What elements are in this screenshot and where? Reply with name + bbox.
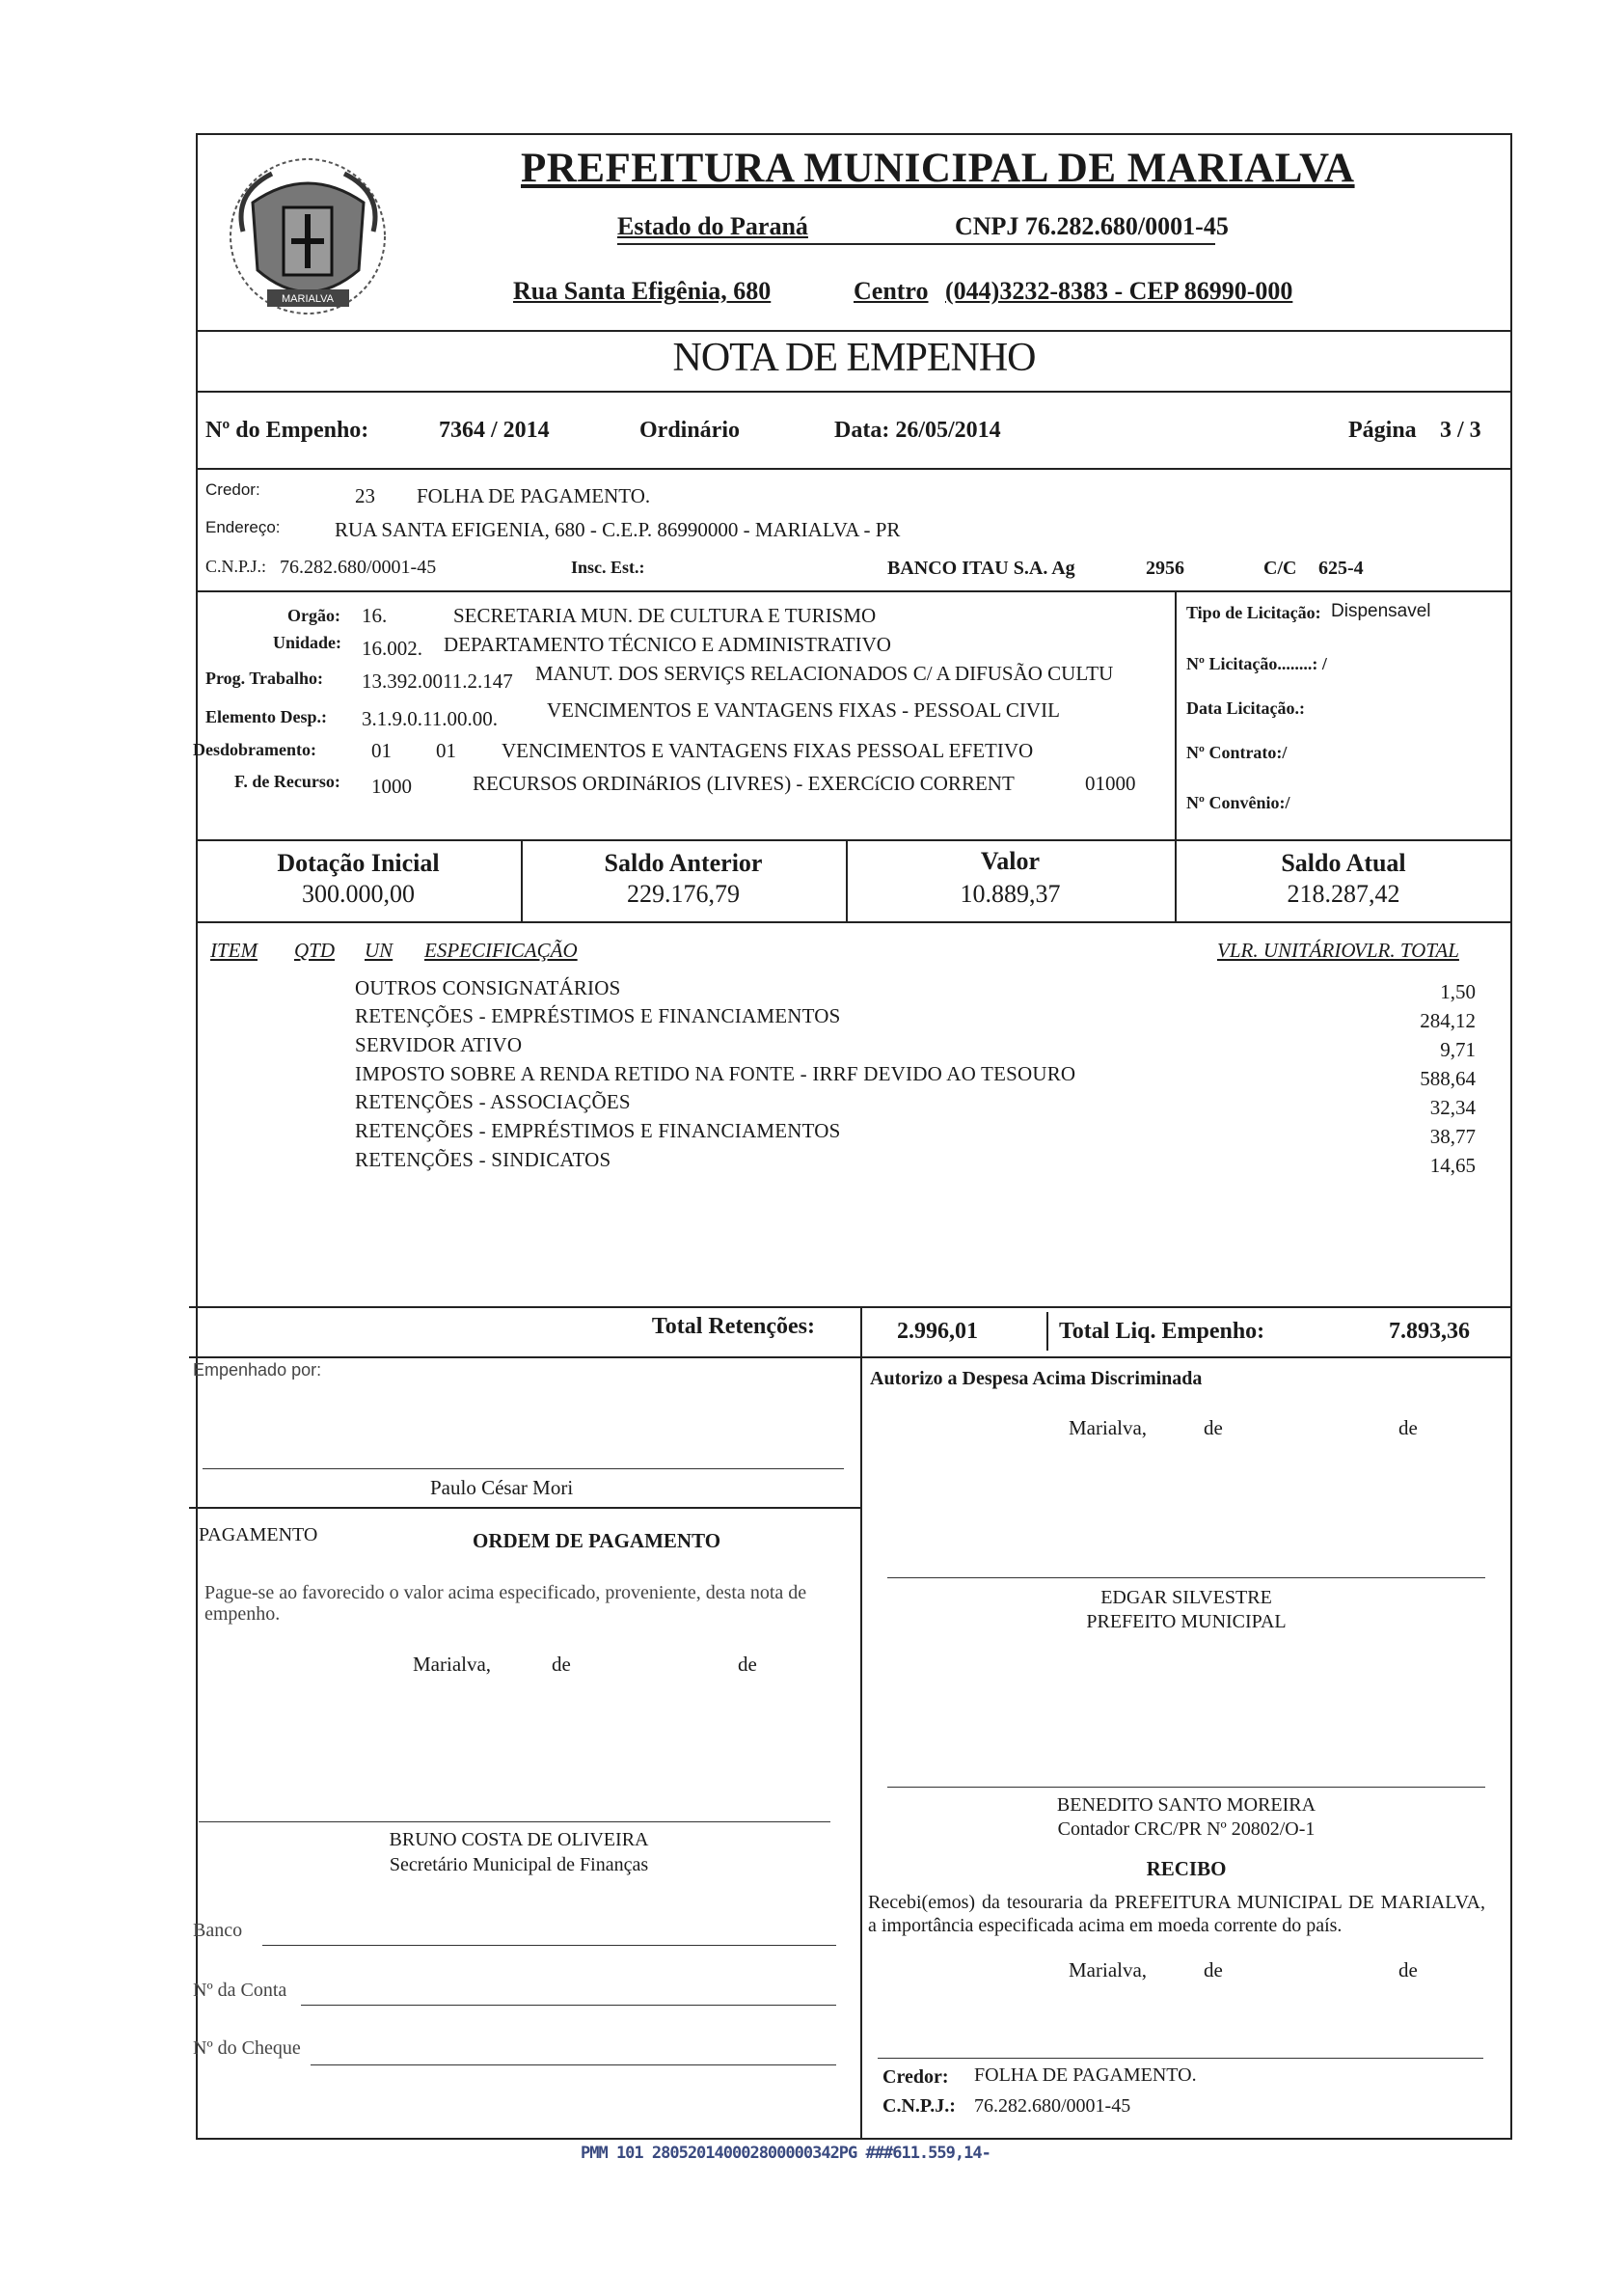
recibo-cnpj: 76.282.680/0001-45 [974, 2095, 1131, 2117]
list-item-desc: IMPOSTO SOBRE A RENDA RETIDO NA FONTE - IRRF DEVIDO AO TESOURO [355, 1062, 1076, 1085]
pagamento-de2: de [738, 1653, 757, 1676]
recurso-code: 1000 [371, 775, 412, 798]
prog-code: 13.392.0011.2.147 [362, 670, 513, 693]
list-item-total: 284,12 [1420, 1009, 1476, 1032]
total-liquido-value: 7.893,36 [1389, 1319, 1470, 1344]
saldo-anterior-label: Saldo Anterior [604, 849, 763, 877]
conta-label: Nº da Conta [193, 1980, 287, 2001]
list-item-desc: RETENÇÕES - ASSOCIAÇÕES [355, 1090, 631, 1113]
ordem-pagamento-label: ORDEM DE PAGAMENTO [473, 1529, 721, 1552]
banco-label: Banco [193, 1920, 243, 1941]
prefeito-name: EDGAR SILVESTRE [1100, 1587, 1272, 1608]
recibo-de1: de [1204, 1958, 1223, 1982]
header-title: PREFEITURA MUNICIPAL DE MARIALVA [521, 146, 1355, 191]
orgao-code: 16. [362, 604, 388, 627]
unidade-code: 16.002. [362, 637, 422, 660]
list-item-total: 588,64 [1420, 1067, 1476, 1090]
cc-label: C/C [1263, 558, 1297, 579]
empenho-date: Data: 26/05/2014 [834, 418, 1001, 443]
autorizo-text: Autorizo a Despesa Acima Discriminada [870, 1368, 1203, 1389]
signature-line [199, 1821, 830, 1822]
recurso-label: F. de Recurso: [234, 772, 340, 791]
cnpj-label: C.N.P.J.: [205, 557, 267, 576]
list-item-desc: OUTROS CONSIGNATÁRIOS [355, 976, 621, 999]
autorizo-de2: de [1398, 1416, 1418, 1439]
elemento-label: Elemento Desp.: [205, 707, 327, 726]
total-retencoes-value: 2.996,01 [897, 1319, 978, 1344]
header-state-line [617, 243, 1215, 245]
header-phone-cep: (044)3232-8383 - CEP 86990-000 [945, 277, 1293, 305]
desdobramento-name: VENCIMENTOS E VANTAGENS FIXAS PESSOAL EFETIVO [502, 739, 1034, 762]
credor-label: Credor: [205, 480, 260, 499]
divider [196, 468, 1512, 470]
credor-code: 23 [355, 484, 375, 507]
pagamento-label: PAGAMENTO [199, 1524, 318, 1545]
orgao-label: Orgão: [287, 606, 340, 625]
empenhado-por-label: Empenhado por: [193, 1360, 322, 1380]
list-item-total: 9,71 [1440, 1038, 1476, 1061]
list-item-total: 32,34 [1429, 1096, 1476, 1119]
cc-number: 625-4 [1318, 558, 1364, 579]
endereco: RUA SANTA EFIGENIA, 680 - C.E.P. 86990000 - MARIALVA - PR [335, 518, 901, 541]
document-title: NOTA DE EMPENHO [672, 336, 1036, 380]
contador-role: Contador CRC/PR Nº 20802/O-1 [1057, 1818, 1316, 1840]
unidade-label: Unidade: [273, 633, 342, 652]
divider [189, 1356, 1512, 1358]
list-item-desc: SERVIDOR ATIVO [355, 1033, 523, 1056]
unidade-name: DEPARTAMENTO TÉCNICO E ADMINISTRATIVO [444, 633, 891, 656]
cheque-field[interactable] [311, 2064, 836, 2065]
recurso-name: RECURSOS ORDINáRIOS (LIVRES) - EXERCíCIO CORRENT [473, 772, 1015, 795]
desdobramento-code2: 01 [436, 739, 456, 762]
page-number: 3 / 3 [1440, 418, 1481, 443]
pagamento-city: Marialva, [413, 1653, 492, 1676]
tipo-licitacao-label: Tipo de Licitação: [1186, 603, 1321, 622]
prog-name: MANUT. DOS SERVIÇS RELACIONADOS C/ A DIFUSÃO CULTU [535, 662, 1114, 685]
credor-name: FOLHA DE PAGAMENTO. [417, 484, 651, 507]
secretario-role: Secretário Municipal de Finanças [389, 1854, 649, 1875]
pague-se-text: Pague-se ao favorecido o valor acima especificado, proveniente, desta nota de empenho. [204, 1582, 807, 1625]
signature-line [878, 2058, 1483, 2059]
recibo-de2: de [1398, 1958, 1418, 1982]
saldo-atual-value: 218.287,42 [1287, 880, 1400, 908]
list-item-total: 38,77 [1429, 1125, 1476, 1148]
recibo-credor-label: Credor: [882, 2066, 949, 2088]
tipo-licitacao: Dispensavel [1331, 601, 1431, 621]
divider [196, 391, 1512, 393]
total-retencoes-label: Total Retenções: [651, 1314, 815, 1339]
insc-label: Insc. Est.: [571, 558, 645, 577]
divider [196, 590, 1512, 592]
col-un: UN [365, 939, 393, 962]
total-liquido-label: Total Liq. Empenho: [1059, 1319, 1265, 1344]
secretario-name: BRUNO COSTA DE OLIVEIRA [389, 1829, 649, 1850]
col-item: ITEM [210, 939, 258, 962]
divider [196, 839, 1512, 841]
divider [196, 330, 1512, 332]
num-convenio: Nº Convênio:/ [1186, 793, 1290, 812]
elemento-code: 3.1.9.0.11.00.00. [362, 707, 498, 730]
list-item-desc: RETENÇÕES - SINDICATOS [355, 1148, 611, 1171]
recibo-credor: FOLHA DE PAGAMENTO. [974, 2064, 1197, 2086]
signature-line [203, 1468, 844, 1469]
footer-stamp: PMM 101 280520140002800000342PG ###611.559,14- [581, 2144, 990, 2163]
desdobramento-code1: 01 [371, 739, 392, 762]
desdobramento-label: Desdobramento: [193, 740, 316, 759]
cheque-label: Nº do Cheque [193, 2037, 301, 2059]
prog-label: Prog. Trabalho: [205, 669, 324, 688]
col-vlr-unitario: VLR. UNITÁRIO [1217, 939, 1356, 962]
list-item-total: 14,65 [1429, 1154, 1476, 1177]
dotacao-label: Dotação Inicial [277, 849, 440, 877]
dotacao-value: 300.000,00 [302, 880, 415, 908]
col-vlr-total: VLR. TOTAL [1354, 939, 1459, 962]
bank-agency: 2956 [1146, 558, 1184, 579]
conta-field[interactable] [301, 2005, 836, 2006]
list-item-desc: RETENÇÕES - EMPRÉSTIMOS E FINANCIAMENTOS [355, 1004, 841, 1027]
empenho-label: Nº do Empenho: [205, 418, 369, 443]
list-item-desc: RETENÇÕES - EMPRÉSTIMOS E FINANCIAMENTOS [355, 1119, 841, 1142]
endereco-label: Endereço: [205, 518, 281, 536]
autorizo-city: Marialva, [1069, 1416, 1148, 1439]
coat-of-arms-logo [214, 145, 402, 328]
recurso-code2: 01000 [1085, 772, 1136, 795]
empenho-type: Ordinário [639, 418, 741, 443]
list-item-total: 1,50 [1440, 980, 1476, 1003]
saldo-atual-label: Saldo Atual [1281, 849, 1406, 877]
page-label: Página [1348, 418, 1417, 443]
autorizo-de1: de [1204, 1416, 1223, 1439]
empenho-number: 7364 / 2014 [439, 418, 550, 443]
creditor-cnpj: 76.282.680/0001-45 [280, 557, 437, 578]
licitacao-divider [1175, 590, 1177, 839]
empenhado-name: Paulo César Mori [430, 1476, 574, 1499]
divider [189, 1507, 860, 1509]
recibo-city: Marialva, [1069, 1958, 1148, 1982]
divider [196, 921, 1512, 923]
summary-divider [860, 1306, 862, 1356]
header-state: Estado do Paraná [617, 212, 808, 240]
signature-line [887, 1577, 1485, 1578]
header-address: Rua Santa Efigênia, 680 [513, 277, 772, 305]
valor-value: 10.889,37 [960, 880, 1061, 908]
elemento-name: VENCIMENTOS E VANTAGENS FIXAS - PESSOAL CIVIL [547, 698, 1060, 722]
banco-field[interactable] [262, 1945, 836, 1946]
num-licitacao: Nº Licitação........: / [1186, 654, 1327, 673]
data-licitacao: Data Licitação.: [1186, 698, 1305, 718]
summary-divider [1046, 1312, 1048, 1351]
pagamento-de1: de [552, 1653, 571, 1676]
col-qtd: QTD [294, 939, 336, 962]
valor-label: Valor [980, 847, 1041, 875]
prefeito-role: PREFEITO MUNICIPAL [1086, 1611, 1287, 1632]
svg-text:MARIALVA: MARIALVA [282, 293, 334, 305]
contador-name: BENEDITO SANTO MOREIRA [1056, 1794, 1316, 1816]
saldo-anterior-value: 229.176,79 [627, 880, 740, 908]
recibo-cnpj-label: C.N.P.J.: [882, 2095, 956, 2117]
recibo-title: RECIBO [1146, 1857, 1227, 1880]
recibo-text: Recebi(emos) da tesouraria da PREFEITURA MUNICIPAL DE MARIALVA, a importância especificada acima em moeda corrente do país. [868, 1892, 1485, 1936]
orgao-name: SECRETARIA MUN. DE CULTURA E TURISMO [453, 604, 877, 627]
bank-name: BANCO ITAU S.A. Ag [887, 558, 1075, 579]
header-cnpj: CNPJ 76.282.680/0001-45 [955, 212, 1229, 240]
column-divider [860, 1356, 862, 2140]
col-especificacao: ESPECIFICAÇÃO [424, 939, 578, 962]
signature-line [887, 1787, 1485, 1788]
num-contrato: Nº Contrato:/ [1186, 743, 1288, 762]
divider [189, 1306, 1512, 1308]
header-district: Centro [854, 277, 929, 305]
